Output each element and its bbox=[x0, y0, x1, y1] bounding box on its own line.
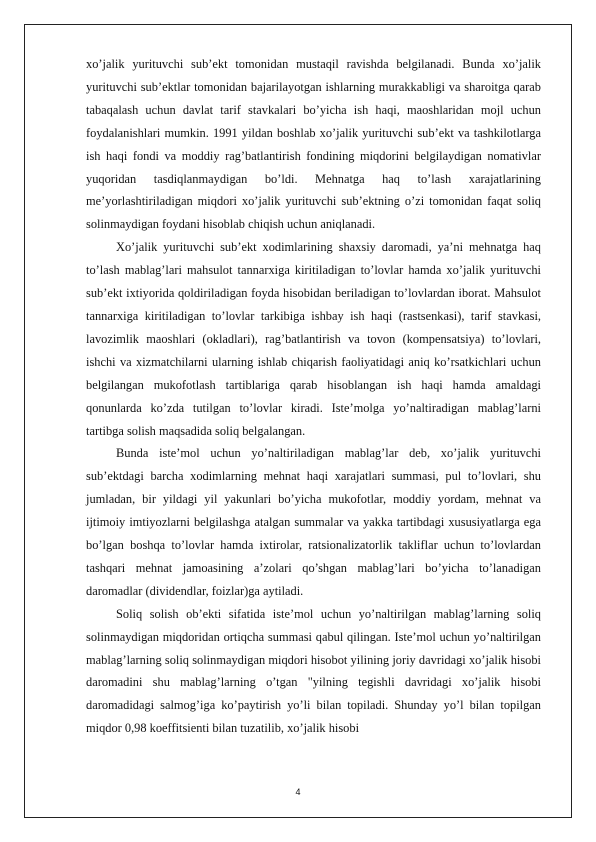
paragraph-1: xo’jalik yurituvchi sub’ekt tomonidan mustaqil ravishda belgilanadi. Bunda xo’jalik yurituvchi sub’ektlar tomonidan bajarilayotgan ishlarning murakkabligi va sharoitga qarab tabaqalash uchun davlat tarif stavkalari bo’yicha ish haqi, maoshlaridan mojl uchun foydalanishlari mumkin. 1991 yildan boshlab xo’jalik yurituvchi sub’ekt va tashkilotlarga ish haqi fondi va moddiy rag’batlantirish fondining miqdorini belgilaydigan nomativlar yuqoridan tasdiqlanmaydigan bo’ldi. Mehnatga haq to’lash xarajatlarining me’yorlashtiriladigan miqdori xo’jalik yurituvchi sub’ektning o’zi tomonidan faqat soliq solinmaydigan foydani hisoblab chiqish uchun aniqlanadi. bbox=[86, 57, 541, 232]
body-text bbox=[86, 53, 541, 740]
paragraph-2: Xo’jalik yurituvchi sub’ekt xodimlarining shaxsiy daromadi, ya’ni mehnatga haq to’lash mablag’lari mahsulot tannarxiga kiritiladigan to’lovlar hamda xo’jalik yurituvchi sub’ekt ixtiyorida qoldiriladigan foyda hisobidan beriladigan to’lovlardan iborat. Mahsulot tannarxiga kiritiladigan to’lovlar tarkibiga ishbay ish haqi (rastsenkasi), tarif stavkasi, lavozimlik maoshlari (okladlari), rag’batlantirish va tovon (kompensatsiya) to’lovlari, ishchi va xizmatchilarni ularning ishlab chiqarish faoliyatidagi aniq ko’rsatkichlari uchun belgilangan mukofotlash tartiblariga qarab hisoblangan ish haqi hamda amaldagi qonunlarda ko’zda tutilgan to’lovlar kiradi. Iste’molga yo’naltiradigan mablag’larni tartibga solish maqsadida soliq belgalangan. bbox=[86, 240, 541, 438]
paragraph-4: Soliq solish ob’ekti sifatida iste’mol uchun yo’naltirilgan mablag’larning soliq solinmaydigan miqdoridan ortiqcha summasi qabul qilingan. Iste’mol uchun yo’naltirilgan mablag’larning soliq solinmaydigan miqdori hisobot yilining joriy davridagi xo’jalik hisobi daromadini shu mablag’larning o’tgan "yilning tegishli davridagi xo’jalik hisobi daromadidagi salmog’iga ko’paytirish yo’li bilan topiladi. Shunday yo’l bilan topilgan miqdor 0,98 koeffitsienti bilan tuzatilib, xo’jalik hisobi bbox=[86, 606, 541, 736]
paragraph-3: Bunda iste’mol uchun yo’naltiriladigan mablag’lar deb, xo’jalik yurituvchi sub’ektdagi barcha xodimlarning mehnat haqi xarajatlari summasi, pul to’lovlari, shu jumladan, bir yildagi yil yakunlari bo’yicha mukofotlar, moddiy yordam, mehnat va ijtimoiy imtiyozlarni belgilashga atalgan summalar va yakka tartibdagi xususiyatlarga ega bo’lgan boshqa to’lovlar hamda ixtirolar, ratsionalizatorlik takliflar uchun to’lovlardan tashqari mehnat jamoasining a’zolari qo’shgan mablag’lari bo’yicha to’lanadigan daromadlar (dividendlar, foizlar)ga aytiladi. bbox=[86, 446, 541, 598]
page-number: 4 bbox=[295, 787, 301, 797]
